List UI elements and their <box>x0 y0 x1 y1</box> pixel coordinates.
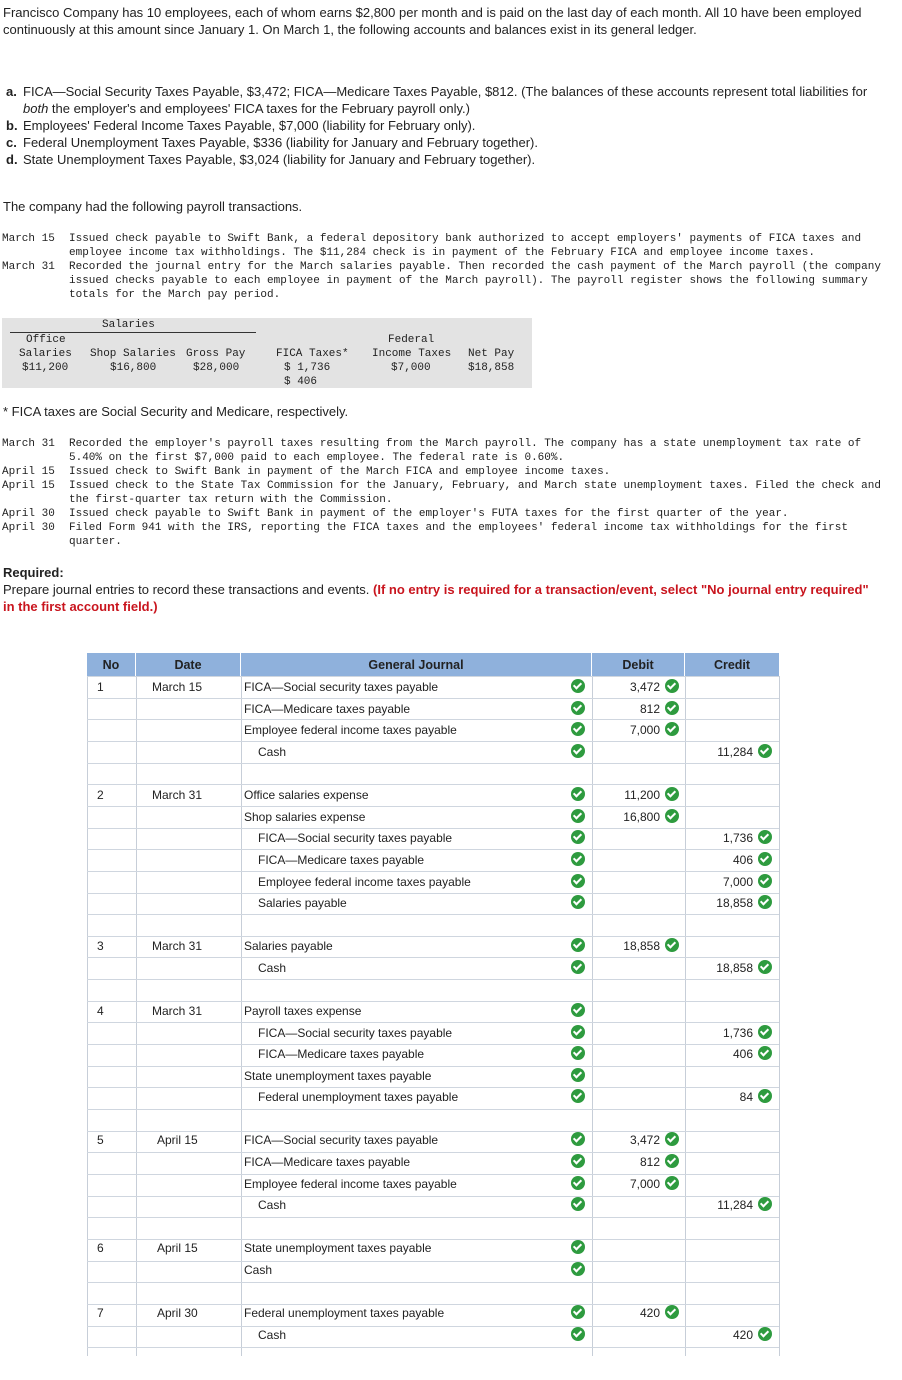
required-title: Required: <box>3 565 64 580</box>
check-icon <box>571 701 585 715</box>
journal-header-row <box>87 653 787 676</box>
check-icon <box>571 1003 585 1017</box>
balance-label: d. <box>6 152 18 167</box>
row-divider <box>87 806 779 807</box>
account-field[interactable]: Cash <box>258 745 287 759</box>
entry-date: April 15 <box>157 1133 198 1147</box>
entry-date: April 15 <box>157 1241 198 1255</box>
balance-text: State Unemployment Taxes Payable, $3,024 (liability for January and February together). <box>23 152 536 167</box>
check-icon <box>571 874 585 888</box>
account-field[interactable]: Office salaries expense <box>244 788 369 802</box>
row-divider <box>87 1217 779 1218</box>
office-value: $11,200 <box>22 362 69 374</box>
row-divider <box>87 1282 779 1283</box>
credit-field[interactable]: 18,858 <box>716 896 753 910</box>
check-icon <box>758 1197 772 1211</box>
entry-date: March 31 <box>152 939 203 953</box>
account-field[interactable]: FICA—Social security taxes payable <box>258 831 453 845</box>
transaction-date: April 15 <box>2 480 55 492</box>
column-divider <box>592 676 593 1356</box>
entry-number: 3 <box>97 939 104 953</box>
check-icon <box>571 938 585 952</box>
row-divider <box>87 676 779 677</box>
transaction-item <box>2 232 892 260</box>
transaction-date: March 31 <box>2 438 55 450</box>
entry-number: 7 <box>97 1306 104 1320</box>
check-icon <box>571 1327 585 1341</box>
credit-field[interactable]: 1,736 <box>722 831 753 845</box>
entry-number: 2 <box>97 788 104 802</box>
row-divider <box>87 979 779 980</box>
account-field[interactable]: Shop salaries expense <box>244 810 366 824</box>
fed-header-2: Income Taxes <box>372 348 452 360</box>
check-icon <box>571 809 585 823</box>
transaction-text: Issued check payable to Swift Bank, a federal depository bank authorized to accept employers' payments of FICA taxes and employee income tax withholdings. The $11,284 check is in payment of the February FICA and employee income taxes. <box>69 233 862 259</box>
account-field[interactable]: Salaries payable <box>244 939 333 953</box>
account-field[interactable]: Cash <box>258 961 287 975</box>
table-background <box>2 318 532 388</box>
row-divider <box>87 763 779 764</box>
check-icon <box>758 744 772 758</box>
row-divider <box>87 1087 779 1088</box>
balance-text: FICA—Social Security Taxes Payable, $3,472; FICA—Medicare Taxes Payable, $812. (The balances of these accounts represent total liabilities for both the employer's and employees' FICA taxes for the February payroll only.) <box>23 84 868 116</box>
transaction-text: Issued check payable to Swift Bank in payment of the employer's FUTA taxes for the first quarter of the year. <box>69 508 789 520</box>
check-icon <box>665 722 679 736</box>
check-icon <box>571 722 585 736</box>
row-divider <box>87 893 779 894</box>
header-debit: Debit <box>592 653 684 676</box>
row-divider <box>87 1326 779 1327</box>
salaries-group-header: Salaries <box>102 319 155 331</box>
header-credit: Credit <box>685 653 779 676</box>
balance-text: Federal Unemployment Taxes Payable, $336 (liability for January and February together). <box>23 135 538 150</box>
transaction-item <box>2 479 892 507</box>
transaction-date: March 15 <box>2 233 55 245</box>
row-divider <box>87 1347 779 1348</box>
check-icon <box>758 960 772 974</box>
entry-number: 1 <box>97 680 104 694</box>
header-date: Date <box>136 653 240 676</box>
row-divider <box>87 719 779 720</box>
shop-header: Shop Salaries <box>90 348 176 360</box>
row-divider <box>87 914 779 915</box>
check-icon <box>571 1197 585 1211</box>
balance-text: Employees' Federal Income Taxes Payable, $7,000 (liability for February only). <box>23 118 476 133</box>
column-divider <box>241 676 242 1356</box>
transaction-date: March 31 <box>2 261 55 273</box>
account-field[interactable]: State unemployment taxes payable <box>244 1069 432 1083</box>
debit-field[interactable]: 420 <box>639 1306 660 1320</box>
problem-intro: Francisco Company has 10 employees, each of whom earns $2,800 per month and is paid on the last day of each month. All 10 have been employed continuously at this amount since January 1. On March 1, the following accounts and balances exist in its general ledger. <box>3 5 862 37</box>
check-icon <box>758 1025 772 1039</box>
row-divider <box>87 1066 779 1067</box>
transaction-text: Recorded the journal entry for the March salaries payable. Then recorded the cash payment of the March payroll (the company issued checks payable to each employee in payment of the March payroll). The payroll register shows the following summary totals for the March pay period. <box>69 261 881 301</box>
column-divider <box>779 676 780 1356</box>
transaction-date: April 30 <box>2 508 55 520</box>
debit-field[interactable]: 7,000 <box>629 1177 660 1191</box>
check-icon <box>665 787 679 801</box>
row-divider <box>87 1261 779 1262</box>
account-field[interactable]: FICA—Medicare taxes payable <box>244 702 411 716</box>
debit-field[interactable]: 18,858 <box>623 939 660 953</box>
row-divider <box>87 1109 779 1110</box>
ledger-balances-list <box>6 83 894 168</box>
account-field[interactable]: FICA—Social security taxes payable <box>258 1026 453 1040</box>
entry-date: March 31 <box>152 1004 203 1018</box>
transaction-item <box>2 521 892 549</box>
check-icon <box>758 1089 772 1103</box>
row-divider <box>87 871 779 872</box>
debit-field[interactable]: 16,800 <box>623 810 660 824</box>
account-field[interactable]: FICA—Medicare taxes payable <box>244 1155 411 1169</box>
general-journal-table <box>87 653 787 1363</box>
transaction-item <box>2 465 892 479</box>
required-text <box>3 581 883 615</box>
account-field[interactable]: Cash <box>244 1263 273 1277</box>
entry-date: March 15 <box>152 680 203 694</box>
balance-item-d <box>6 151 894 168</box>
transaction-item <box>2 437 892 465</box>
debit-field[interactable]: 812 <box>639 702 660 716</box>
required-note: (If no entry is required for a transaction/event, select "No journal entry required" in the first account field.) <box>3 582 869 614</box>
transactions-intro: The company had the following payroll transactions. <box>3 199 303 214</box>
payroll-summary-table <box>2 318 532 388</box>
account-field[interactable]: Employee federal income taxes payable <box>244 1177 457 1191</box>
check-icon <box>665 1154 679 1168</box>
shop-value: $16,800 <box>110 362 157 374</box>
check-icon <box>758 830 772 844</box>
transactions-list-b <box>2 437 892 549</box>
row-divider <box>87 849 779 850</box>
account-field[interactable]: Salaries payable <box>258 896 347 910</box>
row-divider <box>87 1152 779 1153</box>
transaction-text: Filed Form 941 with the IRS, reporting the FICA taxes and the employees' federal income tax withholdings for the first quarter. <box>69 522 848 548</box>
credit-field[interactable]: 7,000 <box>722 875 753 889</box>
account-field[interactable]: Federal unemployment taxes payable <box>258 1090 459 1104</box>
account-field[interactable]: State unemployment taxes payable <box>244 1241 432 1255</box>
account-field[interactable]: Employee federal income taxes payable <box>244 723 457 737</box>
required-instruction: Prepare journal entries to record these transactions and events. <box>3 582 370 597</box>
check-icon <box>571 1176 585 1190</box>
transaction-text: Recorded the employer's payroll taxes resulting from the March payroll. The company has a state unemployment tax rate of 5.40% on the first $7,000 paid to each employee. The federal rate is 0.60%. <box>69 438 862 464</box>
check-icon <box>758 852 772 866</box>
row-divider <box>87 1044 779 1045</box>
balance-item-c <box>6 134 894 151</box>
check-icon <box>571 744 585 758</box>
check-icon <box>571 1046 585 1060</box>
transaction-text: Issued check to Swift Bank in payment of the March FICA and employee income taxes. <box>69 466 611 478</box>
account-field[interactable]: FICA—Social security taxes payable <box>244 680 439 694</box>
transaction-item <box>2 507 892 521</box>
account-field[interactable]: Cash <box>258 1328 287 1342</box>
row-divider <box>87 784 779 785</box>
debit-field[interactable]: 3,472 <box>629 1133 660 1147</box>
check-icon <box>571 1068 585 1082</box>
check-icon <box>665 1305 679 1319</box>
account-field[interactable]: Federal unemployment taxes payable <box>244 1306 445 1320</box>
account-field[interactable]: Cash <box>258 1198 287 1212</box>
debit-field[interactable]: 11,200 <box>624 788 660 802</box>
check-icon <box>758 874 772 888</box>
check-icon <box>665 938 679 952</box>
balance-item-a <box>6 83 894 117</box>
balance-label: a. <box>6 84 17 99</box>
check-icon <box>758 1327 772 1341</box>
row-divider <box>87 1022 779 1023</box>
gross-header: Gross Pay <box>186 348 246 360</box>
credit-field[interactable]: 18,858 <box>716 961 753 975</box>
fica-ss-value: $ 1,736 <box>284 362 331 374</box>
account-field[interactable]: FICA—Medicare taxes payable <box>258 853 425 867</box>
check-icon <box>665 679 679 693</box>
debit-field[interactable]: 7,000 <box>629 723 660 737</box>
header-general-journal: General Journal <box>241 653 591 676</box>
credit-field[interactable]: 11,284 <box>717 745 753 759</box>
debit-field[interactable]: 812 <box>639 1155 660 1169</box>
check-icon <box>571 1132 585 1146</box>
office-header-2: Salaries <box>19 348 72 360</box>
check-icon <box>571 1089 585 1103</box>
check-icon <box>571 1262 585 1276</box>
debit-field[interactable]: 3,472 <box>629 680 660 694</box>
header-no: No <box>87 653 135 676</box>
row-divider <box>87 936 779 937</box>
fica-medicare-value: $ 406 <box>284 376 318 388</box>
transaction-date: April 15 <box>2 466 55 478</box>
check-icon <box>571 830 585 844</box>
check-icon <box>571 1154 585 1168</box>
credit-field[interactable]: 1,736 <box>722 1026 753 1040</box>
fed-value: $7,000 <box>391 362 431 374</box>
transactions-list-a <box>2 232 892 302</box>
check-icon <box>571 1240 585 1254</box>
row-divider <box>87 1239 779 1240</box>
entry-date: April 30 <box>157 1306 198 1320</box>
entry-number: 5 <box>97 1133 104 1147</box>
entry-date: March 31 <box>152 788 203 802</box>
row-divider <box>87 828 779 829</box>
column-divider <box>685 676 686 1356</box>
credit-field[interactable]: 406 <box>732 853 753 867</box>
check-icon <box>571 895 585 909</box>
row-divider <box>87 1001 779 1002</box>
check-icon <box>665 1132 679 1146</box>
check-icon <box>665 701 679 715</box>
check-icon <box>571 1305 585 1319</box>
fica-header: FICA Taxes* <box>276 348 349 360</box>
entry-number: 6 <box>97 1241 104 1255</box>
transaction-item <box>2 260 892 302</box>
row-divider <box>87 698 779 699</box>
account-field[interactable]: Payroll taxes expense <box>244 1004 362 1018</box>
credit-field[interactable]: 84 <box>739 1090 753 1104</box>
row-divider <box>87 1196 779 1197</box>
check-icon <box>758 1046 772 1060</box>
check-icon <box>571 1025 585 1039</box>
entry-number: 4 <box>97 1004 104 1018</box>
column-divider <box>136 676 137 1356</box>
balance-label: b. <box>6 118 18 133</box>
credit-field[interactable]: 11,284 <box>717 1198 753 1212</box>
balance-label: c. <box>6 135 17 150</box>
row-divider <box>87 1174 779 1175</box>
row-divider <box>87 957 779 958</box>
gross-value: $28,000 <box>193 362 240 374</box>
row-divider <box>87 741 779 742</box>
office-header-1: Office <box>26 334 66 346</box>
credit-field[interactable]: 406 <box>732 1047 753 1061</box>
check-icon <box>758 895 772 909</box>
transaction-date: April 30 <box>2 522 55 534</box>
account-field[interactable]: Employee federal income taxes payable <box>258 875 471 889</box>
check-icon <box>571 852 585 866</box>
account-field[interactable]: FICA—Social security taxes payable <box>244 1133 439 1147</box>
account-field[interactable]: FICA—Medicare taxes payable <box>258 1047 425 1061</box>
check-icon <box>665 1176 679 1190</box>
check-icon <box>571 787 585 801</box>
balance-item-b <box>6 117 894 134</box>
transaction-text: Issued check to the State Tax Commission for the January, February, and March state unemployment taxes. Filed the check and the first-quarter tax return with the Commission. <box>69 480 881 506</box>
net-header: Net Pay <box>468 348 515 360</box>
check-icon <box>571 960 585 974</box>
check-icon <box>571 679 585 693</box>
fica-footnote: * FICA taxes are Social Security and Medicare, respectively. <box>3 404 349 419</box>
credit-field[interactable]: 420 <box>732 1328 753 1342</box>
column-divider <box>87 676 88 1356</box>
net-value: $18,858 <box>468 362 515 374</box>
fed-header-1: Federal <box>388 334 435 346</box>
check-icon <box>665 809 679 823</box>
